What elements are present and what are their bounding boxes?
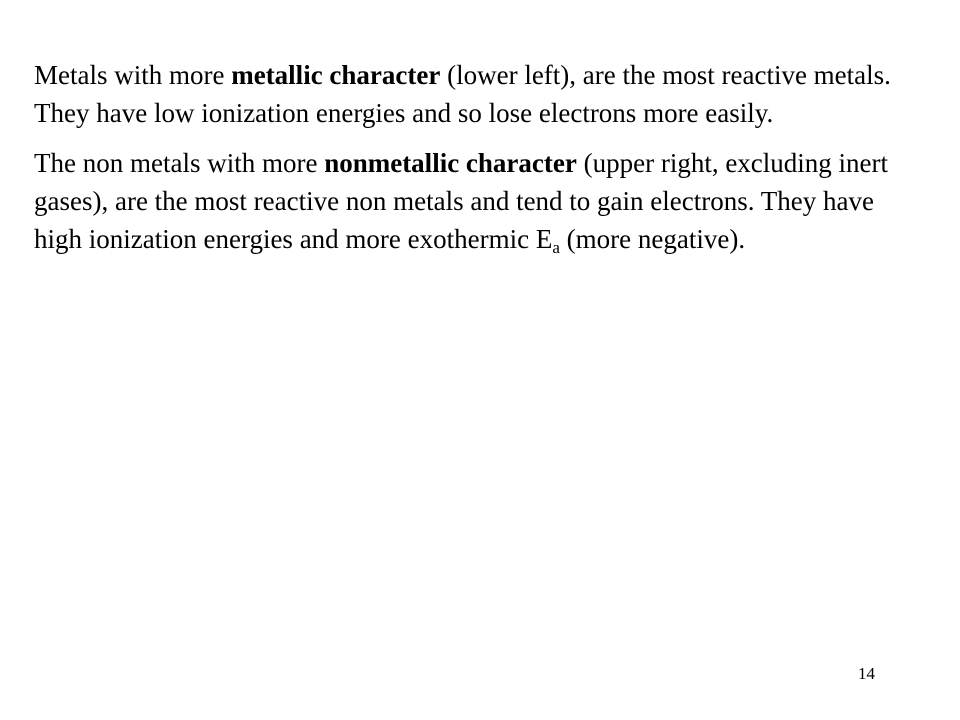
- symbol-electron-affinity: E: [535, 224, 553, 254]
- term-metallic-character: metallic character: [231, 60, 441, 90]
- page-number: 14: [858, 664, 875, 683]
- paragraph-2-text-end: (more negative).: [559, 224, 746, 254]
- paragraph-nonmetallic-character: [34, 144, 904, 258]
- paragraph-1-text-rest: (lower left), are the most reactive metals. They have low ionization energies and so lose electrons more easily.: [34, 60, 891, 128]
- symbol-electron-affinity-subscript: a: [552, 238, 560, 257]
- paragraph-2-text-middle: (upper right, excluding inert gases), are the most reactive non metals and tend to gain electrons. They have high ionization energies and more exothermic: [34, 148, 889, 254]
- paragraph-1-text-intro: Metals with more: [34, 60, 232, 90]
- term-nonmetallic-character: nonmetallic character: [324, 148, 577, 178]
- paragraph-metallic-character: [34, 56, 904, 132]
- paragraph-2-text-intro: The non metals with more: [34, 148, 325, 178]
- slide-body-text: [34, 56, 904, 258]
